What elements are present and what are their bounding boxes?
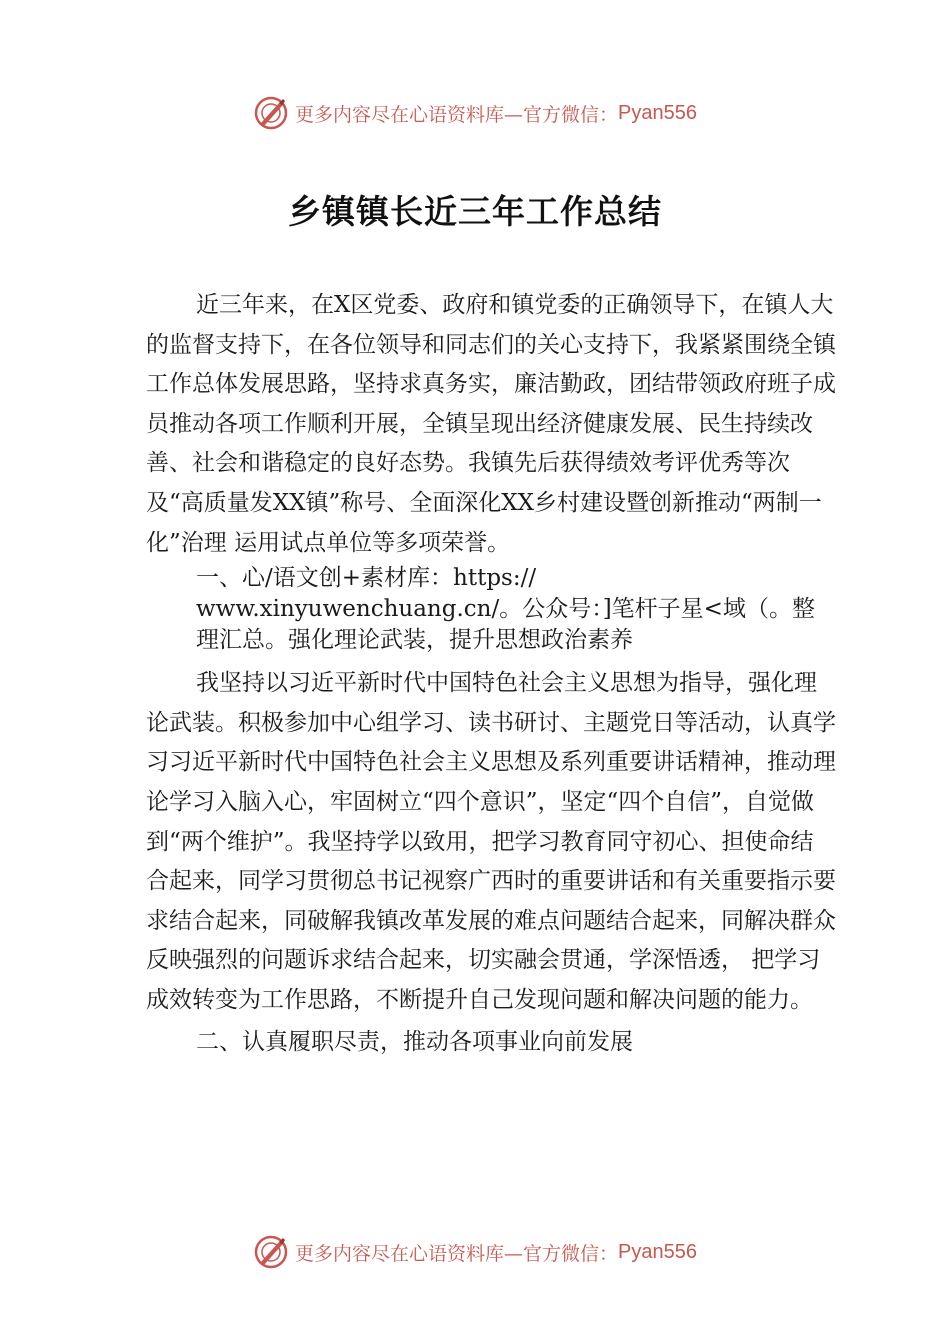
seal-logo-icon: [253, 95, 289, 131]
banner-text: 更多内容尽在心语资料库—官方微信：: [295, 103, 619, 126]
document-body: [146, 286, 836, 1062]
banner-text: 更多内容尽在心语资料库—官方微信：: [295, 1242, 619, 1265]
paragraph-section-1: 我坚持以习近平新时代中国特色社会主义思想为指导，强化理论武装。积极参加中心组学习、读书研讨、主题党日等活动，认真学习习近平新时代中国特色社会主义思想及系列重要讲话精神，推动理论学习入脑入心，牢固树立“四个意识”，坚定“四个自信”，自觉做到“两个维护”。我坚持学以致用，把学习教育同守初心、担使命结合起来，同学习贯彻总书记视察广西时的重要讲话和有关重要指示要求结合起来，同破解我镇改革发展的难点问题结合起来，同解决群众反映强烈的问题诉求结合起来，切实融会贯通，学深悟透， 把学习成效转变为工作思路，不断提升自己发现问题和解决问题的能力。: [146, 670, 836, 1013]
paragraph-intro: 近三年来，在X区党委、政府和镇党委的正确领导下，在镇人大的监督支持下，在各位领导和同志们的关心支持下，我紧紧围绕全镇工作总体发展思路，坚持求真务实，廉洁勤政，团结带领政府班子成员推动各项工作顺利开展，全镇呈现出经济健康发展、民生持续改善、社会和谐稳定的良好态势。我镇先后获得绩效考评优秀等次及“高质量发XX镇”称号、全面深化XX乡村建设暨创新推动“两制一化”治理 运用试点单位等多项荣誉。: [146, 292, 836, 556]
banner-wechat-id: Pyan556: [618, 101, 697, 124]
section-heading-1: 一、心/语文创+素材库：https:// www.xinyuwenchuang.cn/。公众号：]笔杆子星<域（。整理汇总。强化理论武装，提升思想政治素养: [196, 565, 815, 654]
section-heading-2: 二、认真履职尽责，推动各项事业向前发展: [196, 1028, 633, 1055]
banner-wechat-id: Pyan556: [618, 1240, 697, 1263]
seal-logo-icon: [253, 1234, 289, 1270]
footer-banner: [0, 1232, 950, 1272]
header-banner: [0, 93, 950, 133]
document-title: 乡镇镇长近三年工作总结: [288, 192, 662, 231]
